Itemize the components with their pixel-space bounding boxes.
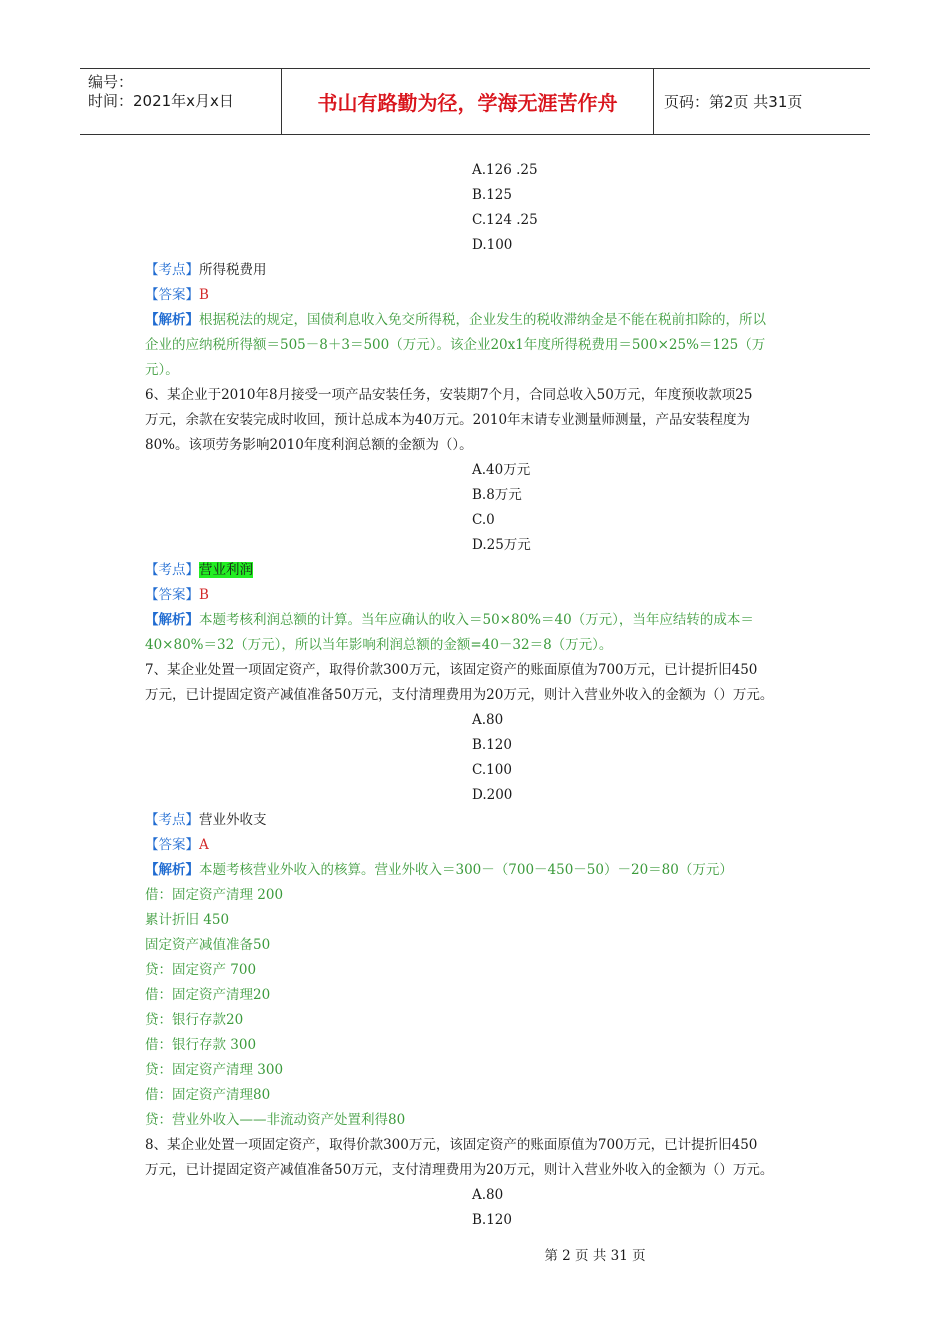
option: A.80 — [472, 712, 504, 728]
option: B.125 — [472, 187, 512, 203]
answer-text: A — [199, 837, 209, 853]
knowledge-point — [145, 558, 825, 583]
question-stem: 万元，已计提固定资产减值准备50万元，支付清理费用为20万元，则计入营业外收入的金额为（）万元。 — [145, 687, 774, 703]
analysis-line — [145, 608, 825, 633]
analysis-text: 本题考核利润总额的计算。当年应确认的收入＝50×80%＝40（万元），当年应结转的成本＝ — [199, 612, 754, 628]
header-motto: 书山有路勤为径，学海无涯苦作舟 — [281, 69, 654, 134]
document-body — [145, 158, 825, 1233]
question-stem: 万元，余款在安装完成时收回，预计总成本为40万元。2010年末请专业测量师测量，产品安装程度为 — [145, 412, 751, 428]
option: C.124 .25 — [472, 212, 538, 228]
journal-entry: 贷：银行存款20 — [145, 1012, 244, 1028]
answer-tag: 【答案】 — [145, 587, 199, 603]
time-label: 时间：2021年x月x日 — [88, 92, 234, 110]
question-stem: 6、某企业于2010年8月接受一项产品安装任务，安装期7个月，合同总收入50万元，年度预收款项25 — [145, 387, 753, 403]
point-tag: 【考点】 — [145, 812, 199, 828]
point-tag: 【考点】 — [145, 562, 199, 578]
option: C.100 — [472, 762, 512, 778]
option: D.100 — [472, 237, 513, 253]
question-stem: 80%。该项劳务影响2010年度利润总额的金额为（）。 — [145, 437, 473, 453]
page-footer — [0, 1244, 950, 1264]
journal-entry: 累计折旧 450 — [145, 912, 230, 928]
point-tag: 【考点】 — [145, 262, 199, 278]
answer-tag: 【答案】 — [145, 287, 199, 303]
option: D.200 — [472, 787, 513, 803]
journal-entry: 贷：营业外收入——非流动资产处置利得80 — [145, 1112, 406, 1128]
journal-entry: 固定资产减值准备50 — [145, 937, 271, 953]
answer-text: B — [199, 287, 209, 303]
option: C.0 — [472, 512, 495, 528]
header-meta — [80, 69, 281, 134]
analysis-tag: 【解析】 — [145, 862, 199, 878]
option: B.8万元 — [472, 487, 522, 503]
answer-text: B — [199, 587, 209, 603]
page-header — [80, 68, 870, 135]
answer-tag: 【答案】 — [145, 837, 199, 853]
analysis-text: 本题考核营业外收入的核算。营业外收入＝300－（700－450－50）－20＝80（万元） — [199, 862, 733, 878]
option: A.80 — [472, 1187, 504, 1203]
analysis-line: 40×80%＝32（万元），所以当年影响利润总额的金额=40－32＝8（万元）。 — [145, 637, 613, 653]
journal-entry: 借：固定资产清理20 — [145, 987, 271, 1003]
option: B.120 — [472, 1212, 512, 1228]
journal-entry: 借：固定资产清理 200 — [145, 887, 284, 903]
journal-entry: 借：银行存款 300 — [145, 1037, 257, 1053]
knowledge-point — [145, 808, 825, 833]
option: A.40万元 — [472, 462, 531, 478]
answer — [145, 283, 825, 308]
question-stem: 7、某企业处置一项固定资产，取得价款300万元，该固定资产的账面原值为700万元，已计提折旧450 — [145, 662, 758, 678]
journal-entry: 借：固定资产清理80 — [145, 1087, 271, 1103]
question-stem: 8、某企业处置一项固定资产，取得价款300万元，该固定资产的账面原值为700万元，已计提折旧450 — [145, 1137, 758, 1153]
point-text: 所得税费用 — [199, 262, 267, 278]
header-page-info: 页码：第2页 共31页 — [664, 93, 803, 111]
point-text: 营业外收支 — [199, 812, 267, 828]
analysis-tag: 【解析】 — [145, 312, 199, 328]
analysis-line — [145, 858, 825, 883]
journal-entry: 贷：固定资产清理 300 — [145, 1062, 284, 1078]
journal-entry: 贷：固定资产 700 — [145, 962, 257, 978]
analysis-line: 元）。 — [145, 362, 179, 378]
answer — [145, 833, 825, 858]
option: D.25万元 — [472, 537, 531, 553]
analysis-text: 根据税法的规定，国债利息收入免交所得税，企业发生的税收滞纳金是不能在税前扣除的，所以 — [199, 312, 766, 328]
option: B.120 — [472, 737, 512, 753]
question-stem: 万元，已计提固定资产减值准备50万元，支付清理费用为20万元，则计入营业外收入的金额为（）万元。 — [145, 1162, 774, 1178]
answer — [145, 583, 825, 608]
point-text-highlighted: 营业利润 — [199, 562, 253, 578]
analysis-tag: 【解析】 — [145, 612, 199, 628]
analysis-line: 企业的应纳税所得额＝505－8＋3＝500（万元）。该企业20x1年度所得税费用＝500×25%＝125（万 — [145, 337, 766, 353]
footer-page-number: 第 2 页 共 31 页 — [544, 1248, 646, 1264]
analysis-line — [145, 308, 825, 333]
knowledge-point — [145, 258, 825, 283]
number-label: 编号： — [88, 73, 134, 91]
option: A.126 .25 — [472, 162, 538, 178]
